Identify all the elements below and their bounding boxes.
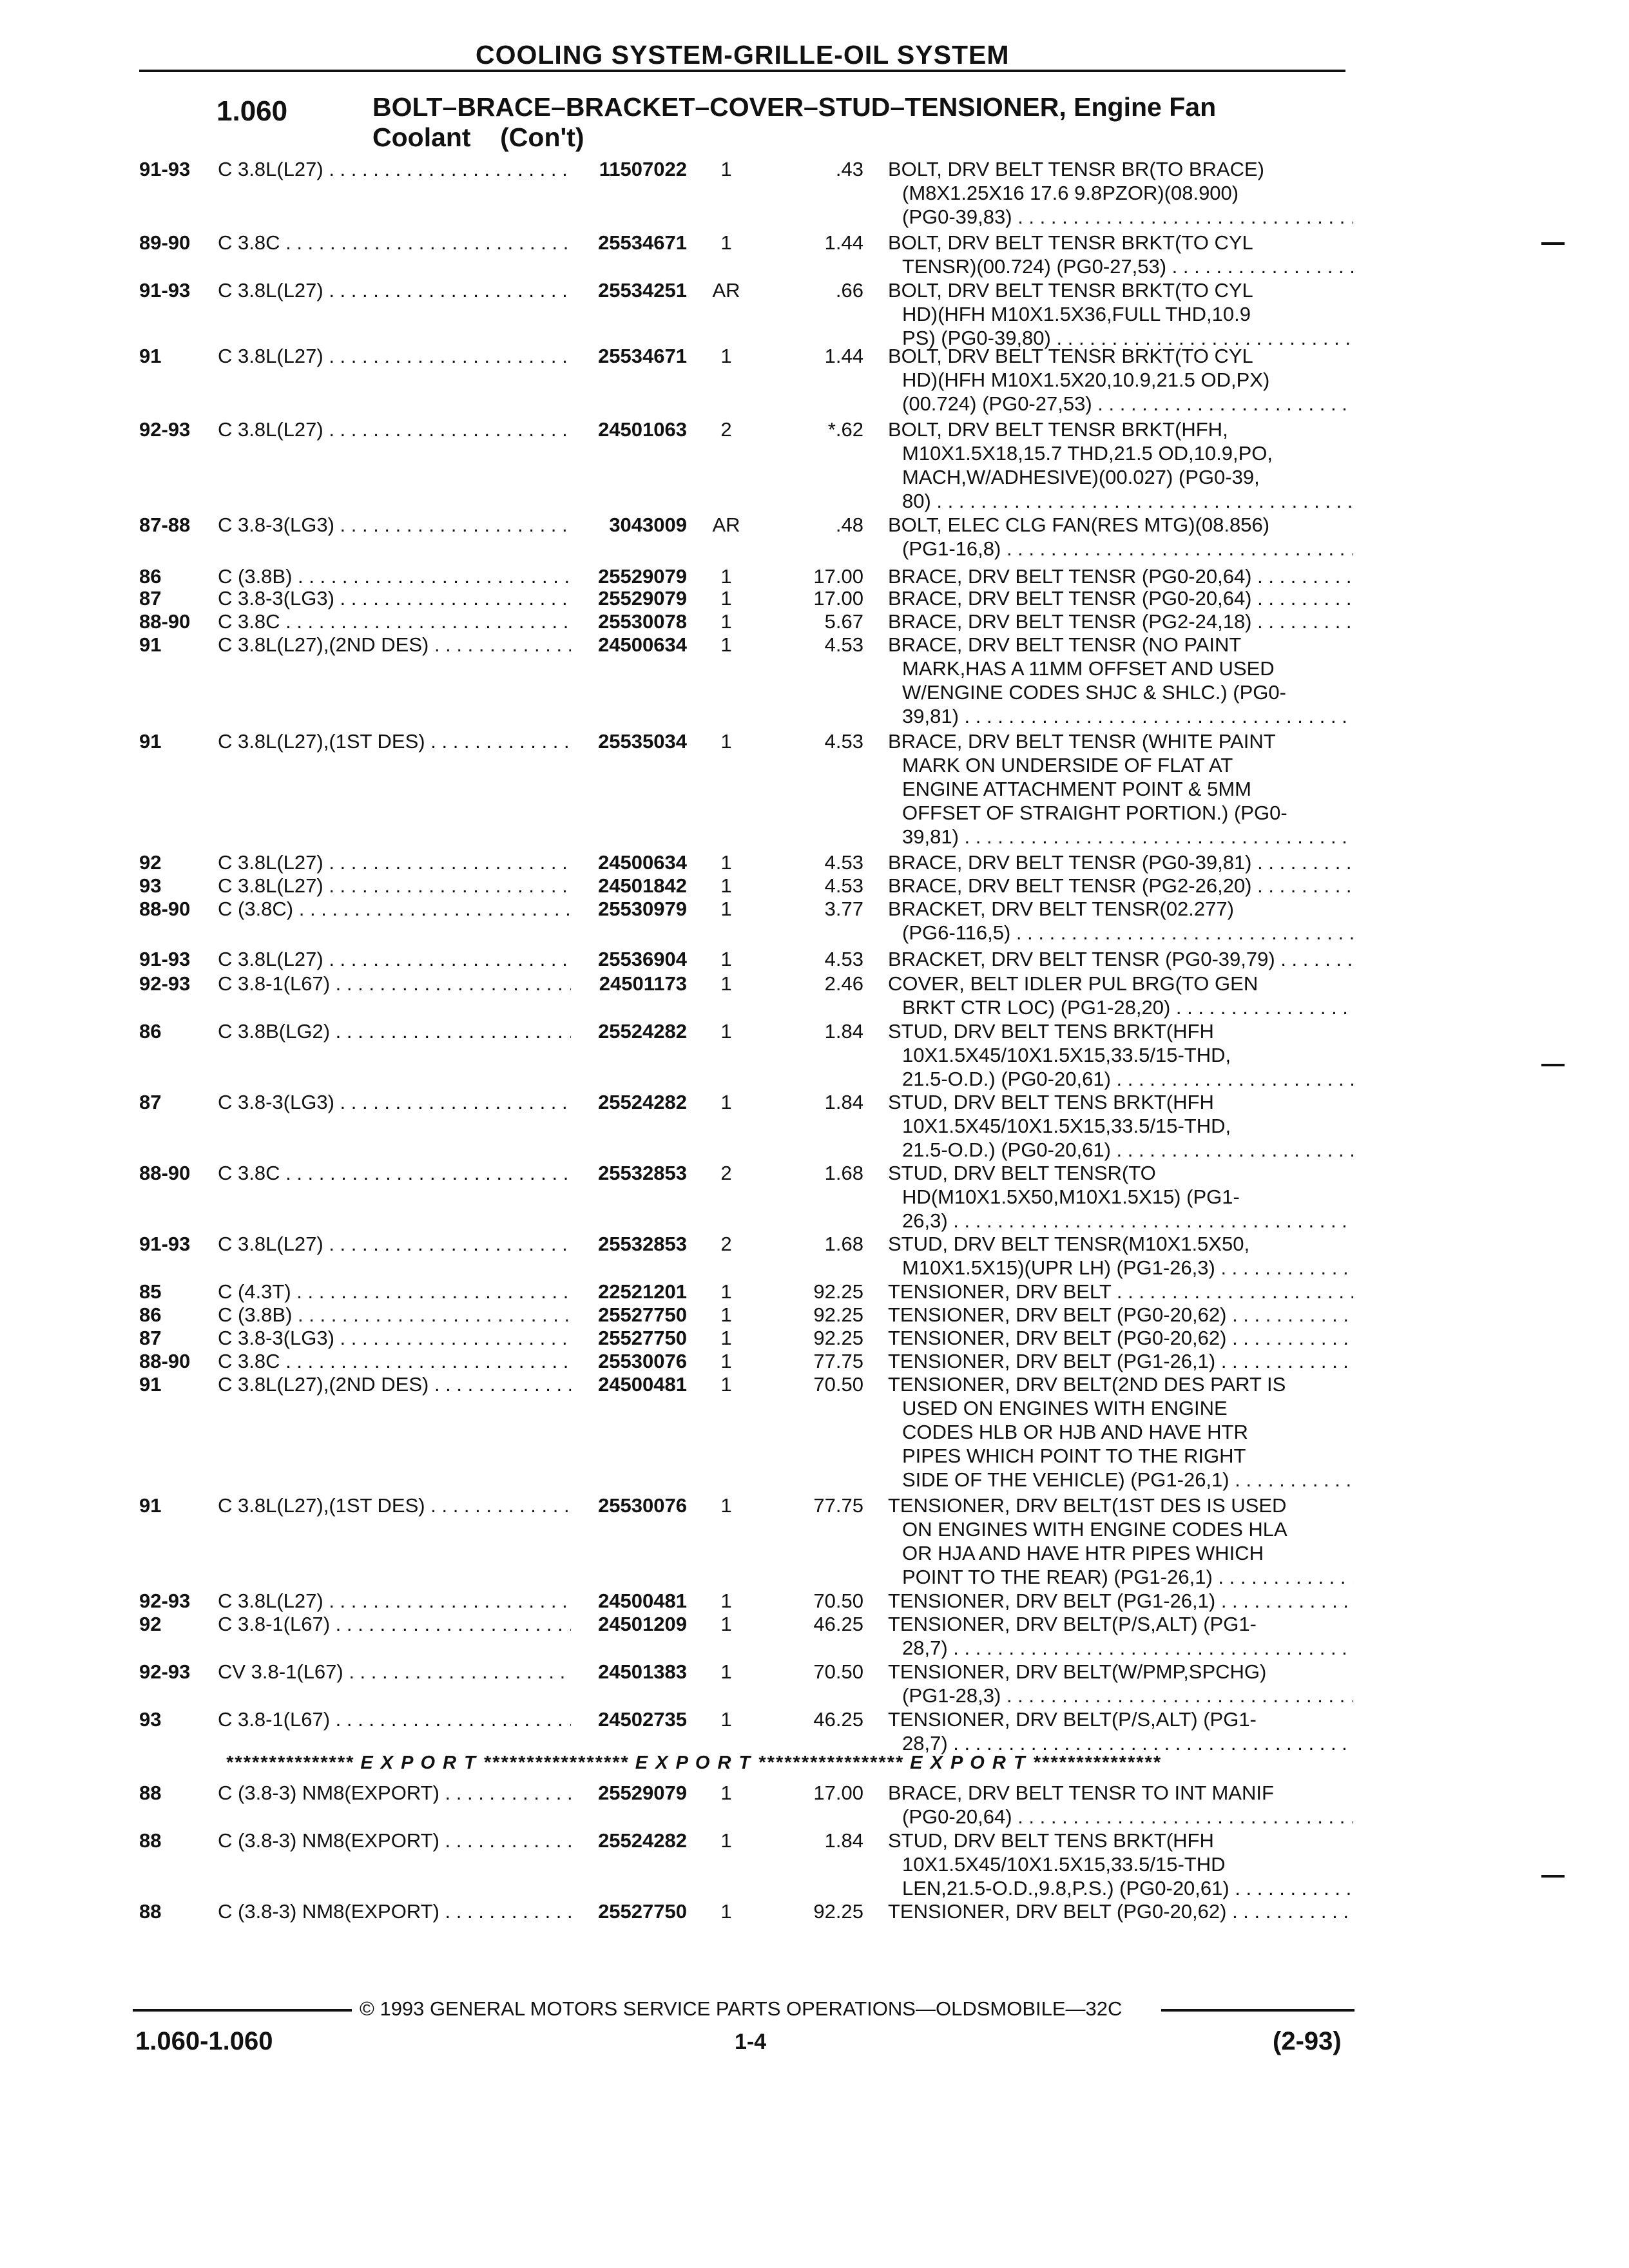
model-years: 88 bbox=[139, 1900, 162, 1923]
price: 92.25 bbox=[813, 1327, 863, 1349]
price: 70.50 bbox=[813, 1590, 863, 1612]
model-application: C 3.8L(L27) . . . bbox=[218, 157, 571, 181]
description-line: TENSIONER, DRV BELT (PG0-20,62) . . . bbox=[888, 1326, 1353, 1350]
part-number: 11507022 bbox=[599, 158, 687, 180]
part-description bbox=[888, 278, 1353, 350]
price: 1.84 bbox=[824, 1020, 863, 1043]
description-line: BOLT, DRV BELT TENSR BRKT(TO CYL bbox=[888, 279, 1253, 302]
part-number: 25527750 bbox=[598, 1900, 687, 1923]
part-description bbox=[888, 1707, 1353, 1755]
part-number: 22521201 bbox=[598, 1280, 687, 1303]
model-application: C (3.8-3) NM8(EXPORT) . . . bbox=[218, 1899, 571, 1923]
part-number: 25527750 bbox=[598, 1303, 687, 1326]
price: 4.53 bbox=[824, 730, 863, 753]
part-number: 24502735 bbox=[598, 1708, 687, 1731]
quantity: 1 bbox=[720, 1660, 732, 1683]
model-application: C 3.8L(L27) . . . bbox=[218, 1589, 571, 1613]
price: 92.25 bbox=[813, 1900, 863, 1923]
part-number: 25529079 bbox=[598, 1782, 687, 1804]
description-line: 21.5-O.D.) (PG0-20,61) . . . bbox=[888, 1067, 1353, 1091]
model-years: 91 bbox=[139, 730, 162, 753]
description-line: USED ON ENGINES WITH ENGINE bbox=[902, 1397, 1228, 1419]
model-application: C (3.8C) . . . bbox=[218, 897, 571, 921]
description-line: TENSIONER, DRV BELT(1ST DES IS USED bbox=[888, 1494, 1287, 1517]
part-description bbox=[888, 1232, 1353, 1280]
price: 70.50 bbox=[813, 1660, 863, 1683]
page-header-title: COOLING SYSTEM-GRILLE-OIL SYSTEM bbox=[476, 40, 1010, 70]
model-application: C 3.8L(L27) . . . bbox=[218, 947, 571, 971]
part-description bbox=[888, 1161, 1353, 1233]
description-line: OR HJA AND HAVE HTR PIPES WHICH bbox=[902, 1542, 1264, 1564]
description-line: (00.724) (PG0-27,53) . . . bbox=[888, 392, 1353, 416]
description-line: HD)(HFH M10X1.5X20,10.9,21.5 OD,PX) bbox=[902, 369, 1270, 391]
part-description bbox=[888, 1090, 1353, 1162]
price: 92.25 bbox=[813, 1303, 863, 1326]
price: 46.25 bbox=[813, 1708, 863, 1731]
description-line: OFFSET OF STRAIGHT PORTION.) (PG0- bbox=[902, 802, 1287, 824]
quantity: 1 bbox=[720, 1280, 732, 1303]
quantity: 2 bbox=[720, 1233, 732, 1255]
model-application: C (3.8-3) NM8(EXPORT) . . . bbox=[218, 1781, 571, 1805]
description-line: STUD, DRV BELT TENSR(M10X1.5X50, bbox=[888, 1233, 1250, 1255]
description-line: TENSIONER, DRV BELT(2ND DES PART IS bbox=[888, 1373, 1286, 1396]
price: 4.53 bbox=[824, 948, 863, 970]
part-description bbox=[888, 1349, 1353, 1373]
quantity: AR bbox=[712, 279, 740, 302]
part-number: 24500481 bbox=[598, 1590, 687, 1612]
model-application: C 3.8-3(LG3) . . . bbox=[218, 513, 571, 537]
model-application: C 3.8L(L27) . . . bbox=[218, 874, 571, 898]
part-number: 3043009 bbox=[609, 514, 687, 536]
model-years: 86 bbox=[139, 565, 162, 588]
description-line: 21.5-O.D.) (PG0-20,61) . . . bbox=[888, 1138, 1353, 1162]
model-application: C 3.8-1(L67) . . . bbox=[218, 1612, 571, 1636]
part-description bbox=[888, 1660, 1353, 1707]
export-divider: *************** E X P O R T ***************** E X P O R T ***************** E X P O R T *************** bbox=[226, 1753, 1161, 1773]
header-rule bbox=[139, 70, 1345, 72]
price: 4.53 bbox=[824, 874, 863, 897]
price: 77.75 bbox=[813, 1494, 863, 1517]
description-line: STUD, DRV BELT TENS BRKT(HFH bbox=[888, 1091, 1214, 1113]
model-years: 91-93 bbox=[139, 158, 191, 180]
model-application: C (3.8-3) NM8(EXPORT) . . . bbox=[218, 1829, 571, 1852]
description-line: MARK,HAS A 11MM OFFSET AND USED bbox=[902, 657, 1275, 680]
part-description bbox=[888, 1494, 1353, 1589]
part-description bbox=[888, 1899, 1353, 1923]
quantity: 1 bbox=[720, 231, 732, 254]
description-line: BRACKET, DRV BELT TENSR(02.277) bbox=[888, 898, 1234, 920]
part-number: 25529079 bbox=[598, 587, 687, 610]
model-years: 92-93 bbox=[139, 972, 191, 995]
quantity: 1 bbox=[720, 948, 732, 970]
model-years: 88 bbox=[139, 1782, 162, 1804]
price: 4.53 bbox=[824, 851, 863, 874]
quantity: 1 bbox=[720, 972, 732, 995]
description-line: STUD, DRV BELT TENS BRKT(HFH bbox=[888, 1829, 1214, 1852]
model-years: 93 bbox=[139, 874, 162, 897]
model-years: 88-90 bbox=[139, 898, 191, 920]
price: 4.53 bbox=[824, 633, 863, 656]
model-application: C (4.3T) . . . bbox=[218, 1280, 571, 1303]
description-line: SIDE OF THE VEHICLE) (PG1-26,1) . . . bbox=[888, 1468, 1353, 1492]
part-description bbox=[888, 633, 1353, 728]
description-line: 39,81) . . . bbox=[888, 825, 1353, 849]
section-heading bbox=[372, 92, 1216, 153]
part-number: 25534671 bbox=[598, 231, 687, 254]
price: 1.68 bbox=[824, 1162, 863, 1184]
quantity: 1 bbox=[720, 1327, 732, 1349]
description-line: (PG1-16,8) . . . bbox=[888, 537, 1353, 561]
part-number: 24501209 bbox=[598, 1613, 687, 1635]
model-application: C 3.8-1(L67) . . . bbox=[218, 972, 571, 995]
part-description bbox=[888, 1781, 1353, 1829]
model-application: C 3.8L(L27),(1ST DES) . . . bbox=[218, 729, 571, 753]
model-years: 92-93 bbox=[139, 418, 191, 441]
part-description bbox=[888, 1612, 1353, 1660]
price: 1.44 bbox=[824, 231, 863, 254]
quantity: 1 bbox=[720, 851, 732, 874]
model-years: 88 bbox=[139, 1829, 162, 1852]
description-line: BRACE, DRV BELT TENSR (NO PAINT bbox=[888, 633, 1242, 656]
description-line: 10X1.5X45/10X1.5X15,33.5/15-THD, bbox=[902, 1115, 1231, 1137]
quantity: 2 bbox=[720, 1162, 732, 1184]
description-line: ON ENGINES WITH ENGINE CODES HLA bbox=[902, 1518, 1287, 1541]
footer-page-number: 1-4 bbox=[735, 2030, 767, 2054]
model-application: C 3.8C . . . bbox=[218, 1161, 571, 1185]
price: 1.68 bbox=[824, 1233, 863, 1255]
model-years: 92 bbox=[139, 1613, 162, 1635]
part-number: 25534251 bbox=[598, 279, 687, 302]
model-application: C 3.8B(LG2) . . . bbox=[218, 1019, 571, 1043]
margin-change-mark bbox=[1541, 1875, 1565, 1878]
part-number: 24500481 bbox=[598, 1373, 687, 1396]
quantity: 1 bbox=[720, 345, 732, 367]
model-application: C 3.8C . . . bbox=[218, 231, 571, 255]
part-number: 25529079 bbox=[598, 565, 687, 588]
part-number: 24500634 bbox=[598, 633, 687, 656]
price: 92.25 bbox=[813, 1280, 863, 1303]
description-line: TENSIONER, DRV BELT (PG0-20,62) . . . bbox=[888, 1899, 1353, 1923]
model-years: 91-93 bbox=[139, 948, 191, 970]
description-line: STUD, DRV BELT TENSR(TO bbox=[888, 1162, 1156, 1184]
part-number: 24501842 bbox=[598, 874, 687, 897]
model-application: C 3.8L(L27),(2ND DES) . . . bbox=[218, 633, 571, 657]
part-number: 25532853 bbox=[598, 1162, 687, 1184]
quantity: 1 bbox=[720, 1900, 732, 1923]
part-number: 25536904 bbox=[598, 948, 687, 970]
price: *.62 bbox=[827, 418, 863, 441]
part-number: 25534671 bbox=[598, 345, 687, 367]
part-number: 24501173 bbox=[599, 972, 687, 995]
part-number: 25535034 bbox=[598, 730, 687, 753]
description-line: BRACE, DRV BELT TENSR (WHITE PAINT bbox=[888, 730, 1276, 753]
price: 3.77 bbox=[824, 898, 863, 920]
price: 17.00 bbox=[813, 565, 863, 588]
part-number: 25530076 bbox=[598, 1350, 687, 1372]
part-description bbox=[888, 1326, 1353, 1350]
part-description bbox=[888, 231, 1353, 278]
part-description bbox=[888, 874, 1353, 898]
description-line: LEN,21.5-O.D.,9.8,P.S.) (PG0-20,61) . . . bbox=[888, 1876, 1353, 1900]
quantity: 1 bbox=[720, 1613, 732, 1635]
part-number: 24500634 bbox=[598, 851, 687, 874]
quantity: 1 bbox=[720, 874, 732, 897]
description-line: BRACE, DRV BELT TENSR TO INT MANIF bbox=[888, 1782, 1274, 1804]
part-number: 25530078 bbox=[598, 610, 687, 633]
price: .43 bbox=[835, 158, 863, 180]
description-line: (PG6-116,5) . . . bbox=[888, 921, 1353, 945]
model-years: 85 bbox=[139, 1280, 162, 1303]
part-number: 25530076 bbox=[598, 1494, 687, 1517]
description-line: TENSIONER, DRV BELT(P/S,ALT) (PG1- bbox=[888, 1708, 1257, 1731]
price: .48 bbox=[835, 514, 863, 536]
description-line: TENSIONER, DRV BELT . . . bbox=[888, 1280, 1353, 1303]
margin-change-mark bbox=[1541, 242, 1565, 245]
part-number: 25532853 bbox=[598, 1233, 687, 1255]
model-application: C 3.8C . . . bbox=[218, 1349, 571, 1373]
description-line: BRKT CTR LOC) (PG1-28,20) . . . bbox=[888, 995, 1353, 1019]
part-description bbox=[888, 564, 1353, 588]
price: 2.46 bbox=[824, 972, 863, 995]
section-title: BOLT–BRACE–BRACKET–COVER–STUD–TENSIONER, Engine Fan bbox=[372, 92, 1217, 122]
quantity: 1 bbox=[720, 610, 732, 633]
model-years: 92-93 bbox=[139, 1590, 191, 1612]
description-line: M10X1.5X18,15.7 THD,21.5 OD,10.9,PO, bbox=[902, 442, 1273, 465]
model-years: 89-90 bbox=[139, 231, 191, 254]
description-line: (PG0-20,64) . . . bbox=[888, 1805, 1353, 1829]
description-line: 10X1.5X45/10X1.5X15,33.5/15-THD, bbox=[902, 1044, 1231, 1066]
footer-rule-left bbox=[133, 2009, 352, 2012]
description-line: BOLT, DRV BELT TENSR BRKT(HFH, bbox=[888, 418, 1228, 441]
model-application: C 3.8-1(L67) . . . bbox=[218, 1707, 571, 1731]
description-line: 10X1.5X45/10X1.5X15,33.5/15-THD bbox=[902, 1853, 1226, 1876]
model-years: 88-90 bbox=[139, 1350, 191, 1372]
model-application: C 3.8L(L27) . . . bbox=[218, 1232, 571, 1256]
model-application: C 3.8L(L27),(2ND DES) . . . bbox=[218, 1372, 571, 1396]
model-application: C 3.8L(L27) . . . bbox=[218, 344, 571, 368]
price: 77.75 bbox=[813, 1350, 863, 1372]
description-line: PS) (PG0-39,80) . . . bbox=[888, 326, 1353, 350]
quantity: 1 bbox=[720, 1494, 732, 1517]
model-years: 91-93 bbox=[139, 1233, 191, 1255]
quantity: 1 bbox=[720, 158, 732, 180]
part-number: 25530979 bbox=[598, 898, 687, 920]
quantity: 1 bbox=[720, 1708, 732, 1731]
description-line: BRACE, DRV BELT TENSR (PG2-24,18) . . . bbox=[888, 610, 1353, 633]
description-line: BOLT, DRV BELT TENSR BR(TO BRACE) bbox=[888, 158, 1264, 180]
model-years: 86 bbox=[139, 1020, 162, 1043]
section-number: 1.060 bbox=[217, 95, 288, 127]
model-years: 87 bbox=[139, 1327, 162, 1349]
part-description bbox=[888, 1829, 1353, 1900]
description-line: COVER, BELT IDLER PUL BRG(TO GEN bbox=[888, 972, 1258, 995]
model-application: C (3.8B) . . . bbox=[218, 1303, 571, 1327]
part-description bbox=[888, 1019, 1353, 1091]
description-line: 80) . . . bbox=[888, 489, 1353, 513]
model-years: 91 bbox=[139, 1373, 162, 1396]
description-line: MACH,W/ADHESIVE)(00.027) (PG0-39, bbox=[902, 466, 1260, 488]
part-number: 25524282 bbox=[598, 1091, 687, 1113]
quantity: 1 bbox=[720, 1829, 732, 1852]
model-years: 92-93 bbox=[139, 1660, 191, 1683]
description-line: 28,7) . . . bbox=[888, 1636, 1353, 1660]
description-line: 26,3) . . . bbox=[888, 1209, 1353, 1233]
description-line: BRACE, DRV BELT TENSR (PG0-39,81) . . . bbox=[888, 850, 1353, 874]
description-line: ENGINE ATTACHMENT POINT & 5MM bbox=[902, 778, 1251, 800]
part-number: 24501063 bbox=[598, 418, 687, 441]
part-description bbox=[888, 157, 1353, 229]
price: 1.84 bbox=[824, 1829, 863, 1852]
price: 5.67 bbox=[824, 610, 863, 633]
part-description bbox=[888, 1280, 1353, 1303]
quantity: 1 bbox=[720, 1350, 732, 1372]
quantity: 1 bbox=[720, 1020, 732, 1043]
description-line: MARK ON UNDERSIDE OF FLAT AT bbox=[902, 754, 1233, 776]
part-description bbox=[888, 513, 1353, 561]
footer-line bbox=[133, 1997, 1364, 2023]
description-line: BOLT, DRV BELT TENSR BRKT(TO CYL bbox=[888, 345, 1253, 367]
description-line: (M8X1.25X16 17.6 9.8PZOR)(08.900) bbox=[902, 182, 1239, 204]
part-description bbox=[888, 1372, 1353, 1492]
description-line: BOLT, DRV BELT TENSR BRKT(TO CYL bbox=[888, 231, 1253, 254]
part-description bbox=[888, 344, 1353, 416]
description-line: 39,81) . . . bbox=[888, 704, 1353, 728]
quantity: 1 bbox=[720, 565, 732, 588]
model-years: 87 bbox=[139, 587, 162, 610]
quantity: 1 bbox=[720, 1091, 732, 1113]
description-line: HD(M10X1.5X50,M10X1.5X15) (PG1- bbox=[902, 1186, 1240, 1208]
model-years: 87-88 bbox=[139, 514, 191, 536]
price: 46.25 bbox=[813, 1613, 863, 1635]
quantity: 1 bbox=[720, 1590, 732, 1612]
price: 17.00 bbox=[813, 587, 863, 610]
description-line: M10X1.5X15)(UPR LH) (PG1-26,3) . . . bbox=[888, 1256, 1353, 1280]
footer-section-range: 1.060-1.060 bbox=[135, 2027, 273, 2055]
part-number: 25527750 bbox=[598, 1327, 687, 1349]
part-description bbox=[888, 850, 1353, 874]
model-application: C 3.8L(L27) . . . bbox=[218, 850, 571, 874]
description-line: TENSIONER, DRV BELT (PG0-20,62) . . . bbox=[888, 1303, 1353, 1327]
quantity: 1 bbox=[720, 633, 732, 656]
model-application: CV 3.8-1(L67) . . . bbox=[218, 1660, 571, 1684]
price: 17.00 bbox=[813, 1782, 863, 1804]
quantity: 1 bbox=[720, 587, 732, 610]
model-application: C 3.8L(L27) . . . bbox=[218, 418, 571, 441]
model-application: C 3.8C . . . bbox=[218, 610, 571, 633]
description-line: BOLT, ELEC CLG FAN(RES MTG)(08.856) bbox=[888, 514, 1270, 536]
description-line: TENSIONER, DRV BELT (PG1-26,1) . . . bbox=[888, 1589, 1353, 1613]
quantity: 2 bbox=[720, 418, 732, 441]
model-application: C 3.8-3(LG3) . . . bbox=[218, 1090, 571, 1114]
model-years: 86 bbox=[139, 1303, 162, 1326]
description-line: BRACKET, DRV BELT TENSR (PG0-39,79) . . . bbox=[888, 947, 1353, 971]
price: 1.44 bbox=[824, 345, 863, 367]
footer-rule-right bbox=[1161, 2009, 1354, 2012]
description-line: 28,7) . . . bbox=[888, 1731, 1353, 1755]
description-line: BRACE, DRV BELT TENSR (PG2-26,20) . . . bbox=[888, 874, 1353, 898]
model-years: 91 bbox=[139, 345, 162, 367]
part-description bbox=[888, 897, 1353, 945]
description-line: (PG1-28,3) . . . bbox=[888, 1684, 1353, 1707]
quantity: 1 bbox=[720, 898, 732, 920]
price: 70.50 bbox=[813, 1373, 863, 1396]
description-line: W/ENGINE CODES SHJC & SHLC.) (PG0- bbox=[902, 681, 1286, 704]
quantity: 1 bbox=[720, 1303, 732, 1326]
part-number: 25524282 bbox=[598, 1829, 687, 1852]
model-application: C 3.8L(L27),(1ST DES) . . . bbox=[218, 1494, 571, 1517]
footer-date: (2-93) bbox=[1273, 2027, 1342, 2055]
model-years: 92 bbox=[139, 851, 162, 874]
part-description bbox=[888, 729, 1353, 849]
part-number: 25524282 bbox=[598, 1020, 687, 1043]
description-line: BRACE, DRV BELT TENSR (PG0-20,64) . . . bbox=[888, 586, 1353, 610]
description-line: BRACE, DRV BELT TENSR (PG0-20,64) . . . bbox=[888, 564, 1353, 588]
description-line: PIPES WHICH POINT TO THE RIGHT bbox=[902, 1445, 1246, 1467]
model-application: C 3.8-3(LG3) . . . bbox=[218, 1326, 571, 1350]
description-line: POINT TO THE REAR) (PG1-26,1) . . . bbox=[888, 1565, 1353, 1589]
part-description bbox=[888, 418, 1353, 513]
model-years: 93 bbox=[139, 1708, 162, 1731]
description-line: (PG0-39,83) . . . bbox=[888, 205, 1353, 229]
quantity: AR bbox=[712, 514, 740, 536]
description-line: HD)(HFH M10X1.5X36,FULL THD,10.9 bbox=[902, 303, 1251, 325]
description-line: TENSR)(00.724) (PG0-27,53) . . . bbox=[888, 255, 1353, 278]
description-line: CODES HLB OR HJB AND HAVE HTR bbox=[902, 1421, 1248, 1443]
description-line: TENSIONER, DRV BELT(W/PMP,SPCHG) bbox=[888, 1660, 1267, 1683]
price: .66 bbox=[835, 279, 863, 302]
part-description bbox=[888, 610, 1353, 633]
model-application: C 3.8-3(LG3) . . . bbox=[218, 586, 571, 610]
quantity: 1 bbox=[720, 1782, 732, 1804]
part-description bbox=[888, 972, 1353, 1019]
model-years: 91-93 bbox=[139, 279, 191, 302]
part-description bbox=[888, 1589, 1353, 1613]
price: 1.84 bbox=[824, 1091, 863, 1113]
model-years: 91 bbox=[139, 633, 162, 656]
part-number: 24501383 bbox=[598, 1660, 687, 1683]
model-years: 88-90 bbox=[139, 1162, 191, 1184]
part-description bbox=[888, 1303, 1353, 1327]
model-years: 87 bbox=[139, 1091, 162, 1113]
model-years: 91 bbox=[139, 1494, 162, 1517]
model-application: C (3.8B) . . . bbox=[218, 564, 571, 588]
model-years: 88-90 bbox=[139, 610, 191, 633]
section-subtitle: Coolant (Con't) bbox=[372, 122, 584, 152]
description-line: TENSIONER, DRV BELT(P/S,ALT) (PG1- bbox=[888, 1613, 1257, 1635]
model-application: C 3.8L(L27) . . . bbox=[218, 278, 571, 302]
description-line: TENSIONER, DRV BELT (PG1-26,1) . . . bbox=[888, 1349, 1353, 1373]
quantity: 1 bbox=[720, 730, 732, 753]
part-description bbox=[888, 947, 1353, 971]
description-line: STUD, DRV BELT TENS BRKT(HFH bbox=[888, 1020, 1214, 1043]
footer-copyright: © 1993 GENERAL MOTORS SERVICE PARTS OPERATIONS—OLDSMOBILE—32C bbox=[360, 1997, 1123, 2020]
part-description bbox=[888, 586, 1353, 610]
margin-change-mark bbox=[1541, 1064, 1565, 1066]
quantity: 1 bbox=[720, 1373, 732, 1396]
